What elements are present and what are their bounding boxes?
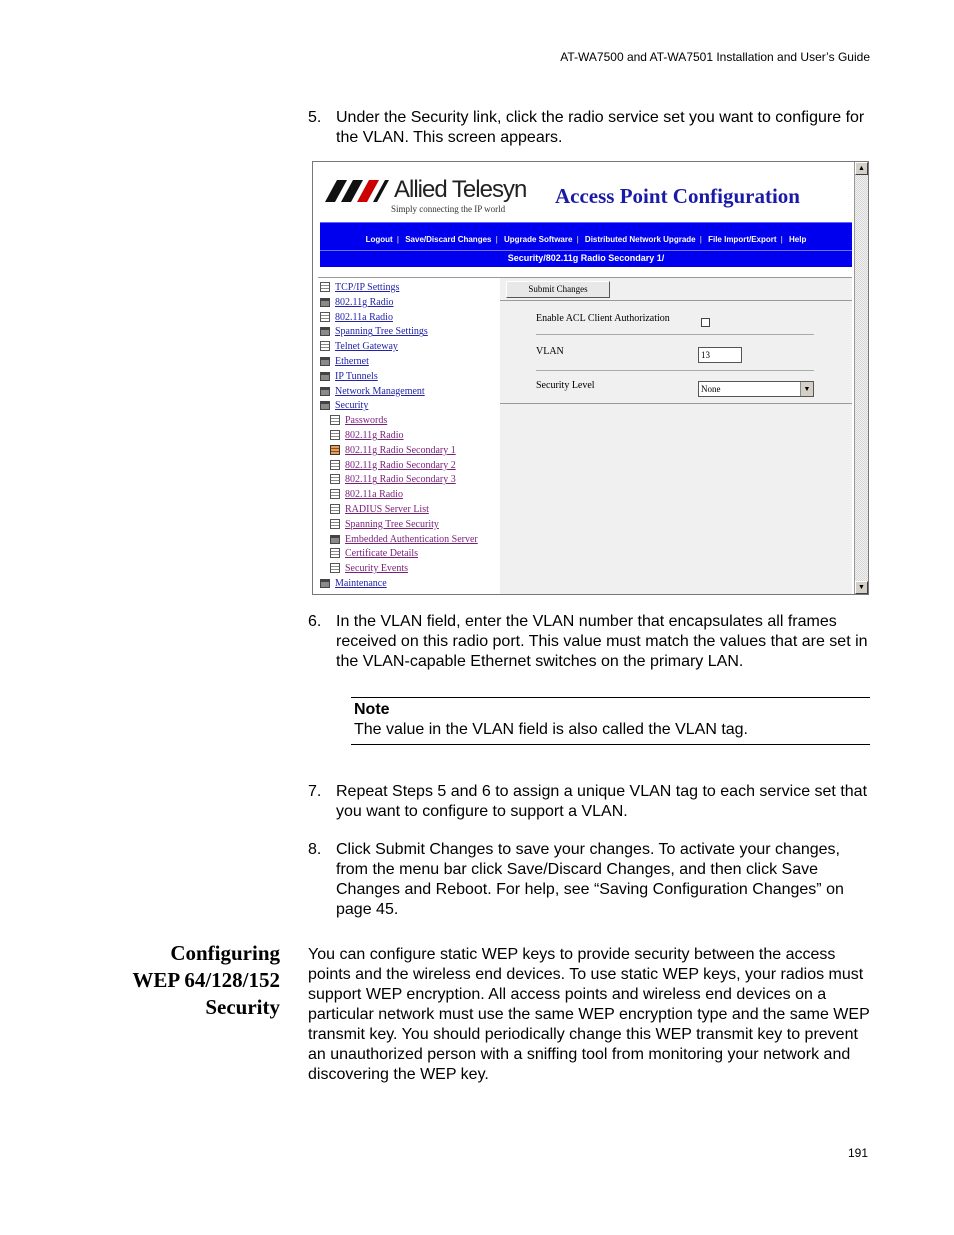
brand-tagline: Simply connecting the IP world [391, 204, 506, 214]
tree-item[interactable] [330, 445, 456, 456]
submit-changes-button[interactable]: Submit Changes [506, 281, 610, 298]
settings-pane [500, 277, 852, 594]
tree-item-label: Ethernet [335, 356, 369, 367]
nav-links: Logout | Save/Discard Changes | Upgrade Software | Distributed Network Upgrade | File Import/Export | Help [365, 235, 807, 244]
tree-item-label: IP Tunnels [335, 370, 378, 382]
doc-icon [330, 519, 340, 529]
divider [500, 300, 852, 301]
tree-item[interactable] [320, 341, 398, 352]
step-7 [308, 782, 873, 822]
tree-item-label: Maintenance [335, 578, 387, 589]
tree-item[interactable] [330, 474, 456, 485]
tree-item-label: Security Events [345, 563, 409, 575]
doc-icon [330, 504, 340, 514]
security-level-label: Security Level [536, 380, 595, 391]
step-6 [308, 612, 873, 672]
nav-logout[interactable]: Logout [365, 235, 393, 244]
divider [500, 403, 852, 404]
tree-item[interactable] [330, 415, 387, 426]
tree-item[interactable] [330, 534, 478, 545]
tree-item[interactable] [330, 563, 408, 574]
folder-icon [320, 387, 330, 396]
tree-item-label: 802.11g Radio Secondary 1 [345, 444, 456, 456]
doc-icon [330, 415, 340, 425]
step-text: In the VLAN field, enter the VLAN number that encapsulates all frames received on this radio port. This value must match the values that are set in the VLAN-capable Ethernet switches on the primary LAN. [336, 613, 868, 670]
vlan-input[interactable]: 13 [698, 347, 742, 363]
tree-item[interactable] [320, 400, 368, 411]
scroll-down-icon[interactable]: ▼ [855, 581, 868, 594]
step-number: 7. [308, 783, 322, 800]
nav-save-discard[interactable]: Save/Discard Changes [405, 235, 492, 244]
running-header: AT-WA7500 and AT-WA7501 Installation and User’s Guide [560, 50, 870, 64]
chevron-down-icon[interactable]: ▼ [800, 382, 813, 396]
tree-item-label: Certificate Details [345, 548, 419, 560]
nav-upgrade-software[interactable]: Upgrade Software [503, 235, 573, 244]
nav-help[interactable]: Help [789, 235, 807, 244]
tree-item[interactable] [330, 489, 403, 500]
field-divider [536, 370, 814, 371]
step-text: Under the Security link, click the radio service set you want to configure for the VLAN. This screen appears. [336, 109, 865, 146]
doc-icon [320, 282, 330, 292]
step-number: 8. [308, 841, 322, 858]
step-number: 5. [308, 109, 322, 126]
folder-icon [320, 372, 330, 381]
nav-distributed-upgrade[interactable]: Distributed Network Upgrade [584, 235, 696, 244]
vertical-scrollbar[interactable] [854, 162, 868, 594]
step-text: Click Submit Changes to save your changes. To activate your changes, from the menu bar click Save/Discard Changes, and then click Save Changes and Reboot. For help, see “Saving Configuration Changes” on page 45. [336, 841, 844, 918]
tree-item[interactable] [320, 282, 399, 293]
tree-item-label: Security [335, 400, 369, 412]
tree-item-label: 802.11g Radio Secondary 2 [345, 459, 456, 471]
step-5 [308, 108, 873, 148]
section-heading [80, 940, 280, 1021]
folder-icon [320, 298, 330, 307]
doc-icon [330, 563, 340, 573]
step-8 [308, 840, 873, 920]
menu-bar [320, 222, 852, 267]
tree-item-label: 802.11a Radio [335, 311, 393, 323]
folder-icon [330, 535, 340, 544]
acl-label: Enable ACL Client Authorization [536, 313, 670, 324]
tree-item[interactable] [330, 519, 439, 530]
nav-file-import-export[interactable]: File Import/Export [708, 235, 777, 244]
tree-item-label: Telnet Gateway [335, 341, 398, 353]
scroll-up-icon[interactable]: ▲ [855, 162, 868, 175]
banner [320, 170, 855, 222]
nav-breadcrumb: Security/802.11g Radio Secondary 1/ [320, 250, 852, 263]
tree-item-label: TCP/IP Settings [335, 282, 400, 293]
security-level-select[interactable] [698, 381, 814, 397]
note-body: The value in the VLAN field is also called the VLAN tag. [354, 721, 748, 738]
tree-item-label: 802.11g Radio [335, 296, 394, 308]
acl-checkbox[interactable] [701, 318, 710, 327]
doc-icon [320, 312, 330, 322]
heading-line: Configuring [170, 941, 280, 965]
section-body: You can configure static WEP keys to provide security between the access points and the wireless end devices. To use static WEP keys, your radios must support WEP encryption. All access points and wireless end devices on a particular network must use the same WEP encryption type and the same WEP transmit key. You should periodically change this WEP transmit key to prevent an unauthorized person with a sniffing tool from monitoring your network and discovering the WEP key. [308, 946, 870, 1083]
tree-item[interactable] [320, 297, 394, 308]
tree-item[interactable] [320, 386, 425, 397]
folder-icon [320, 357, 330, 366]
tree-item-label: 802.11g Radio Secondary 3 [345, 474, 456, 486]
doc-icon [330, 474, 340, 484]
tree-item-label: Embedded Authentication Server [345, 533, 478, 545]
tree-item-label: Passwords [345, 415, 388, 427]
note-box [351, 697, 870, 745]
tree-item-label: 802.11g Radio [345, 430, 404, 441]
tree-item[interactable] [330, 430, 404, 441]
tree-item[interactable] [320, 312, 393, 323]
folder-icon [320, 579, 330, 588]
ap-config-screenshot [312, 161, 869, 595]
heading-line: Security [205, 995, 280, 1019]
tree-item[interactable] [330, 548, 418, 559]
tree-item[interactable] [330, 460, 456, 471]
vlan-label: VLAN [536, 346, 564, 357]
doc-icon [330, 430, 340, 440]
step-number: 6. [308, 613, 322, 630]
field-divider [536, 334, 814, 335]
doc-icon [330, 460, 340, 470]
tree-item-label: Spanning Tree Settings [335, 326, 428, 338]
active-doc-icon [330, 445, 340, 455]
allied-telesyn-logo-icon [323, 178, 391, 204]
tree-item[interactable] [320, 371, 378, 382]
ap-config-title: Access Point Configuration [555, 184, 800, 208]
tree-item-label: Network Management [335, 385, 425, 397]
tree-item[interactable] [330, 504, 429, 515]
page-number: 191 [847, 1146, 868, 1160]
tree-item[interactable] [320, 578, 387, 589]
open-folder-icon [320, 401, 330, 410]
folder-icon [320, 327, 330, 336]
note-title: Note [354, 701, 390, 718]
security-level-value: None [701, 384, 721, 394]
doc-icon [330, 548, 340, 558]
brand-name: Allied Telesyn [394, 176, 527, 203]
tree-item-label: Spanning Tree Security [345, 518, 439, 530]
tree-item-label: RADIUS Server List [345, 504, 429, 515]
step-text: Repeat Steps 5 and 6 to assign a unique VLAN tag to each service set that you want to configure to support a VLAN. [336, 783, 868, 820]
doc-icon [330, 489, 340, 499]
doc-icon [320, 341, 330, 351]
tree-item-label: 802.11a Radio [345, 489, 403, 501]
nav-tree [318, 277, 501, 594]
tree-item[interactable] [320, 326, 428, 337]
tree-item[interactable] [320, 356, 369, 367]
heading-line: WEP 64/128/152 [132, 968, 280, 992]
